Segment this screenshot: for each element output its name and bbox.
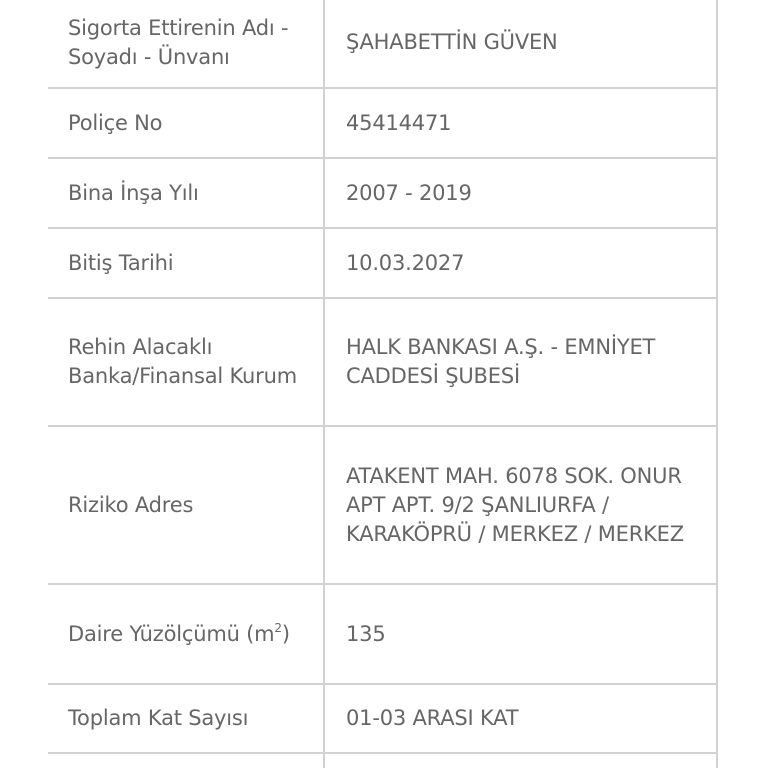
row-label (48, 753, 324, 768)
construction-year-value: 2007 - 2019 (346, 180, 472, 205)
row-value (324, 753, 717, 768)
policy-details-table (48, 0, 718, 768)
row-label (48, 88, 324, 158)
row-value (324, 298, 717, 426)
row-value (324, 0, 717, 88)
row-value (324, 584, 717, 684)
row-label (48, 684, 324, 753)
row-label (48, 228, 324, 298)
construction-year-label: Bina İnşa Yılı (68, 180, 199, 205)
table-row-total-floors (48, 684, 717, 753)
row-value (324, 228, 717, 298)
row-value (324, 158, 717, 228)
risk-address-value: ATAKENT MAH. 6078 SOK. ONUR APT APT. 9/2 ŞANLIURFA / KARAKÖPRÜ / MERKEZ / MERKEZ (346, 463, 684, 546)
pledgee-bank-label: Rehin Alacaklı Banka/Finansal Kurum (68, 335, 297, 388)
row-label (48, 0, 324, 88)
table-row-risk-address (48, 426, 717, 584)
policy-number-value: 45414471 (346, 110, 452, 135)
total-floors-label: Toplam Kat Sayısı (68, 706, 249, 730)
apartment-area-label (68, 620, 315, 649)
table-row-end-date (48, 228, 717, 298)
row-value (324, 88, 717, 158)
table-row-partial (48, 753, 717, 768)
pledgee-bank-value: HALK BANKASI A.Ş. - EMNİYET CADDESİ ŞUBESİ (346, 335, 656, 388)
total-floors-value: 01-03 ARASI KAT (346, 706, 519, 730)
insured-name-label: Sigorta Ettirenin Adı - Soyadı - Ünvanı (68, 15, 289, 69)
end-date-label: Bitiş Tarihi (68, 250, 174, 275)
table-row-construction-year (48, 158, 717, 228)
row-label (48, 584, 324, 684)
row-value (324, 426, 717, 584)
insured-name-value: ŞAHABETTİN GÜVEN (346, 30, 558, 54)
table-row-apartment-area (48, 584, 717, 684)
row-label (48, 298, 324, 426)
risk-address-label: Riziko Adres (68, 492, 194, 517)
end-date-value: 10.03.2027 (346, 250, 465, 275)
apartment-area-label-suffix: ) (281, 621, 290, 646)
row-label (48, 426, 324, 584)
row-value (324, 684, 717, 753)
apartment-area-label-text: Daire Yüzölçümü (m (68, 621, 275, 646)
apartment-area-value: 135 (346, 621, 386, 646)
square-superscript: 2 (274, 620, 282, 635)
table-row-insured-name (48, 0, 717, 88)
table-row-policy-number (48, 88, 717, 158)
row-label (48, 158, 324, 228)
table-row-pledgee-bank (48, 298, 717, 426)
policy-number-label: Poliçe No (68, 110, 163, 135)
